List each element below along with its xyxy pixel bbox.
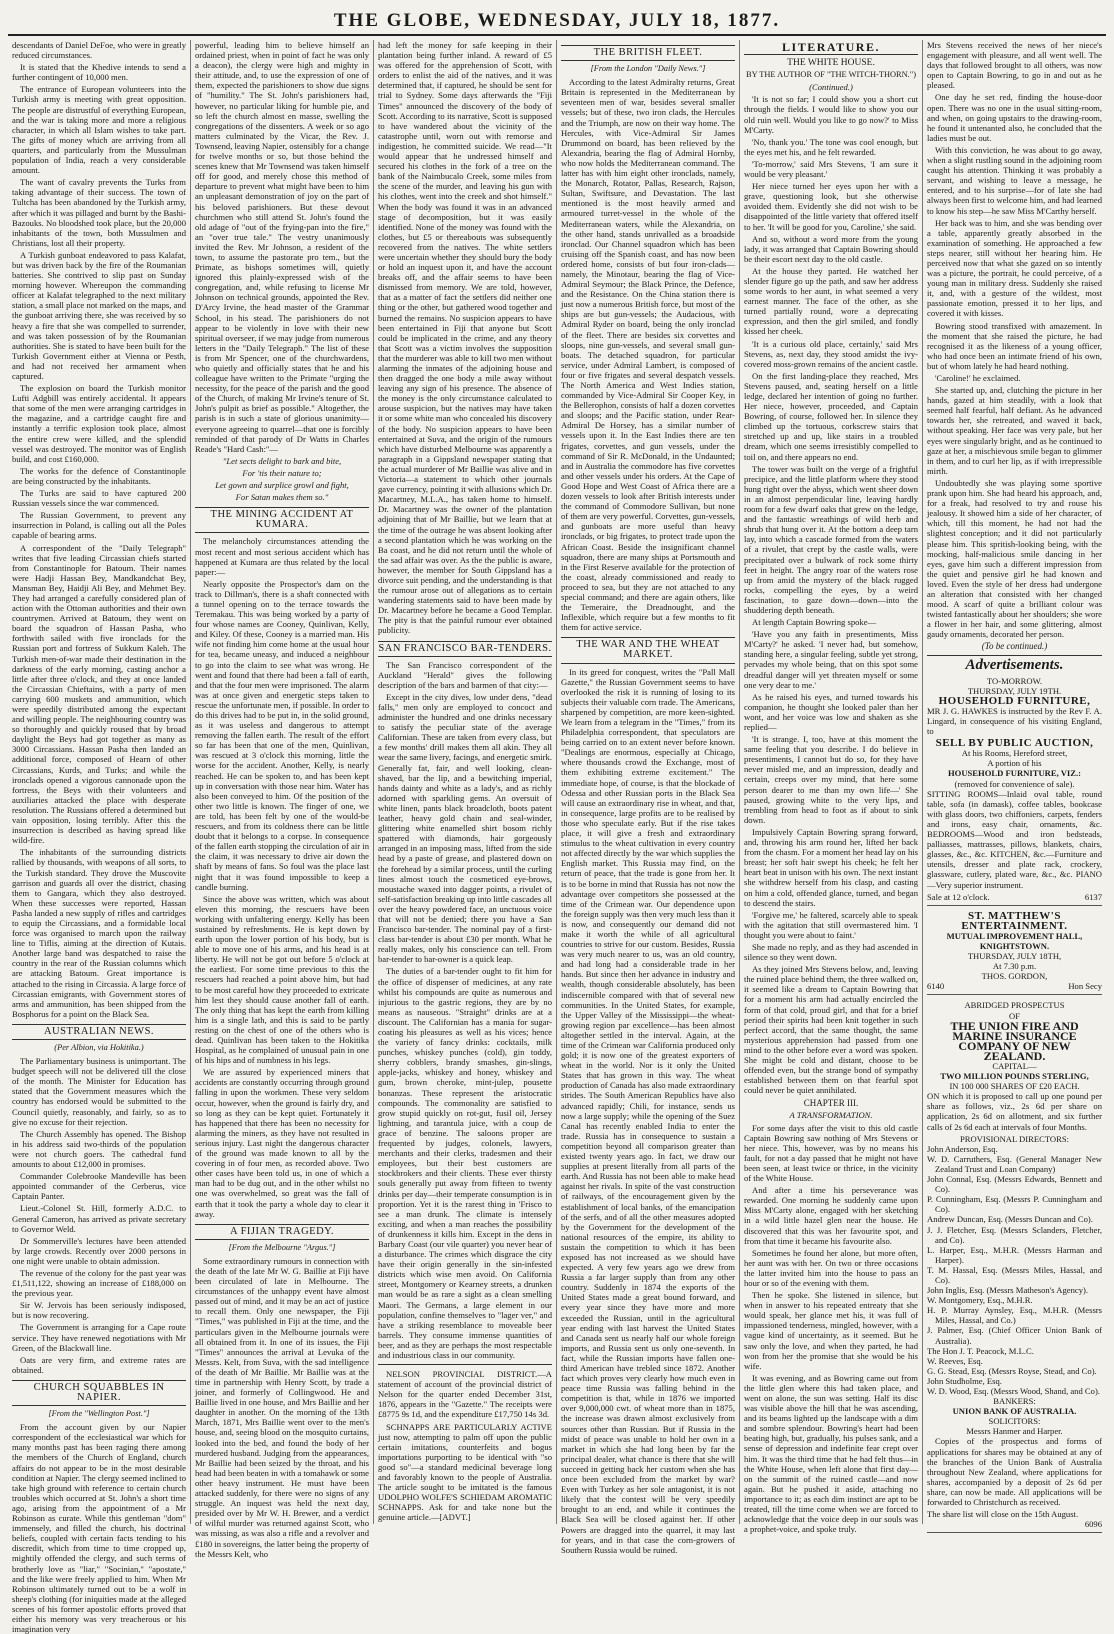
story-paragraph: With this conviction, he was about to go away, when a slight rustling sound in the adjoining room caught his attention. Thinking it was probably a servant, and wishing to leave a message, he entered, and to his surprise—for of late she had always been first to welcome him, and had learned to know his step—he saw Miss M'Carthy herself. xyxy=(927,144,1102,216)
story-title: THE WHITE HOUSE. xyxy=(787,58,875,69)
continued-note: (Continued.) xyxy=(809,82,853,93)
article-paragraph: The Turks are said to have captured 200 Russian vessels since the war commenced. xyxy=(12,488,186,509)
headline-british-fleet: THE BRITISH FLEET. xyxy=(561,45,735,61)
source-line: [From the London "Daily News."] xyxy=(590,64,706,74)
advert-line: TO-MORROW. xyxy=(986,675,1043,686)
director-entry: W. D. Wood, Esq. (Messrs Wood, Shand, and Co). xyxy=(927,1386,1100,1396)
article-paragraph: The melancholy circumstances attending the most recent and most serious accident which has happened at Kumara are thus related by the local paper:— xyxy=(195,536,369,577)
verse-line: For 'tis their nature to; xyxy=(242,467,322,478)
article-paragraph: The explosion on board the Turkish monitor Lufti Adgbill was entirely accidental. It appears that some of the men were arranging cartridges in the magazine, and a cartridge caught fire and instantly a terrific explosion took place, almost the entire crew were killed, and the splendid vessel was destroyed. The monitor was of English build, and cost £160,000. xyxy=(12,383,186,464)
article-paragraph: Since the above was written, which was about eleven this morning, the rescuers have been working with unfaltering energy. Kelly has been sustained by refreshments. He is kept down by earth upon the lower portion of his body, but is able to move one of his arms, and his head is at liberty. He will not be got out before 5 o'clock at the earliest. For some time previous to this the rescuers had reached a point above him, but had to be most careful how they proceeded to extricate him lest they should cause another fall of earth. The only thing that has kept the earth from killing him is a single lath, and this is said to be partly resting on the chest of one of the others who is dead. Quinlivan has been taken to the Hokitika Hospital, as he complained of unusual pain in one of his hips and of numbness in his legs. xyxy=(195,893,369,1066)
chapter-subtitle: A TRANSFORMATION. xyxy=(789,1110,873,1121)
article-paragraph: The Government is arranging for a Cape route service. They have renewed negotiations with Mr Green, of the Blackwall line. xyxy=(12,1322,186,1353)
story-paragraph: Sometimes he found her alone, but more often, her aunt was with her. On two or three occasions the latter invited him into the house to pass an hour or so of the evening with them. xyxy=(744,1247,918,1288)
advert-line: Hon Secy xyxy=(1068,981,1102,992)
advert-line: The share list will close on the 15th August. xyxy=(927,1509,1079,1520)
article-paragraph: The San Francisco correspondent of the Auckland "Herald" gives the following description of the bars and barmen of that city:— xyxy=(378,659,552,690)
news-brief: SCHNAPPS ARE PARTICULARLY ACTIVE just now, attempting to palm off upon the public certain imitations, counterfeits and bogus importations purporting to be identical with "so good so"—a standard medicinal beverage long and favorably known to the people of Australia. The article sought to be imitated is the famous UDOLPHO WOLFE'S SCHIEDAM AROMATIC SCHNAPPS. Ask for and take none but the genuine article.—[ADVT.] xyxy=(378,1421,552,1523)
column-1 xyxy=(8,40,191,1634)
advert-title: SELL BY PUBLIC AUCTION, xyxy=(935,737,1094,750)
directors-list xyxy=(927,1144,1102,1396)
story-paragraph: At the house they parted. He watched her slender figure go up the path, and saw her address some words to her aunt, in what seemed a very earnest manner. The face of the other, as she turned partially round, wore a deprecating expression, and then the girl smiled, and fondly kissed her cheek. xyxy=(744,265,918,337)
source-line: (Per Albion, via Hokitika.) xyxy=(54,1043,144,1052)
story-paragraph: 'It is not so far; I could show you a short cut through the fields. I would like to show you our old ruin well. Would you like to go now?' to Miss M'Carty. xyxy=(744,94,918,135)
article-paragraph: Sir W. Jervois has been seriously indisposed, but is now recovering. xyxy=(12,1300,186,1321)
director-entry: John Anderson, Esq. xyxy=(927,1143,998,1154)
column-4 xyxy=(557,40,740,1555)
story-paragraph: Impulsively Captain Bowring sprang forward, and, throwing his arm round her, lifted her back from the chasm. For a moment her head lay on his breast; her soft hair swept his cheek; he felt her heart beat in unison with his own. The next instant she withdrew herself from his clasp, and casting on him a cold, offended glance, turned, and began to descend the stairs. xyxy=(744,826,918,908)
article-paragraph: Dr Sommerville's lectures have been attended by large crowds. Recently over 2000 persons in one night were unable to obtain admission. xyxy=(12,1235,186,1266)
story-paragraph: 'It is strange. I, too, have at this moment the same feeling that you describe. I do believe in presentiments, I cannot but do so, for they have never misled me, and an impression, deadly and certain, creeps over my mind, that here some person dearer to me than my own life—' She paused, growing white to the very lips, and trembling from head to foot as if about to sink down. xyxy=(744,734,918,825)
story-paragraph: As he raised his eyes, and turned towards his companion, he thought she looked paler than her wont, and her voice was low and shaken as she replied— xyxy=(744,691,918,732)
advert-number: 6096 xyxy=(1084,1519,1102,1530)
story-paragraph: She started up, and, clutching the picture in her hands, gazed at him steadily, with a look that seemed half fearful, half defiant. As he advanced towards her, she retreated, and waved it back, without speaking. Her face was very pale, but her eyes were singularly bright, and as he continued to gaze at her, a mischievous smile began to glimmer in them, and to curl her lip, as if with irrepressible mirth. xyxy=(927,385,1102,476)
article-paragraph: Commander Colebrooke Mandeville has been appointed commander of the Cerberus, vice Captain Panter. xyxy=(12,1171,186,1202)
headline-church-squabbles: CHURCH SQUABBLES IN NAPIER. xyxy=(12,1380,186,1406)
advert-line: PROVISIONAL DIRECTORS: xyxy=(959,1133,1070,1144)
article-paragraph: had left the money for safe keeping in their plantation being further inland. A reward of £5 was offered for the apprehension of Scott, with orders to enlist the aid of the natives, and it was determined that, if captured, he should be sent for trial to Sydney. Some days afterwards the "Fiji Times" announced the discovery of the body of Scott. According to its narrative, Scott is supposed to have wandered about the vicinity of the catastrophe until, worn out with remorse and indigestion, he committed suicide. We read—"It would appear that he undressed himself and secured his clothes in the fork of a tree on the bank of the Naimbucalo Creek, some miles from the scene of the murder, and leaving his gun with his clothes, went into the creek and shot himself." When the body was found it was in an advanced stage of decomposition, but it was easily identified. None of the money was found with the clothes, but £5 or thereabouts was subsequently recovered from the natives. The white settlers were uncertain whether they should bury the body or hold an inquest upon it, and have the account breaks off, and the affair seems to have been dismissed from memory. We are told, however, that as a matter of fact the settlers did neither one thing or the other, but gathered wood together and burned the remains. No suspicion appears to have been entertained in Fiji that anyone but Scott could be implicated in the crime, and any theory that Scott was a victim involves the supposition that the murderer was able to kill two men without alarming the inmates of the adjoining house and then dragged the one body a mile away without leaving any sign of his presence. The absence of the money is the only circumstance calculated to arouse suspicion, but the natives may have taken it or some white man who concealed his discovery of the body. No suspicion appears to have been entertained at Suva, and the origin of the rumours which have disturbed Melbourne was apparently a paragraph in a Gippsland newspaper stating that the actual murderer of Mr Baillie was alive and in Victoria—a statement to which other journals gave currency, pointing it with allusions which Dr. Macartney, M.L.A., has taken home to himself. Dr. Macartney was the owner of the plantation adjoining that of Mr Baillie, but we learn that at the time of the outrage he was absent looking after a second plantation which he was working on the Ba coast, and he did not return until the whole of the sad affair was over. As the the public is aware, however, the member for South Gippsland has a divorce suit pending, and the understanding is that the rumour arose out of allegations as to certain wandering statements said to have been made by Dr. Macartney before he became a Good Templar. The pity is that the painful rumour ever obtained publicity. xyxy=(378,40,552,636)
article-paragraph: The want of cavalry prevents the Turks from taking advantage of their success. The town of Tultcha has been abandoned by the Turkish army, after which it was pillaged and burnt by the Bashi-Bazouks. No bloodshed took place, but the 20,000 inhabitants of the town, both Mussulmen and Christians, lost all their property. xyxy=(12,177,186,248)
director-entry: John Inglis, Esq. (Messrs Matheson's Agency). xyxy=(927,1285,1088,1296)
advert-body: Copies of the prospectus and forms of applications for shares may be obtained at any of the branches of the Union Bank of Australia throughout New Zealand, where applications for shares, accompanied by a deposit of 2s 6d per share, can now be made. All applications will be forwarded to Christchurch as received. xyxy=(927,1436,1102,1508)
column-2 xyxy=(191,40,374,1559)
headline-australian-news: AUSTRALIAN NEWS. xyxy=(12,1024,186,1040)
advert-line: SOLICITORS: xyxy=(988,1416,1041,1427)
story-paragraph: As they joined Mrs Stevens below, and, leaving the ruined place behind them, the three walked on, it seemed like a dream to Captain Bowring that for a moment his arm had actually encircled the form of that cold, proud girl, and that for a brief period their spirits had been knit together in such perfect accord, that the same thought, the same mysterious apprehension had passed from one mind to the other before ever a word was spoken. She might be cold and distant, choose to be offended even, but the strange bond of sympathy established between them on that fearful spot could never be quiet annihilated. xyxy=(744,964,918,1096)
verse-line: Let gown and surplice growl and fight, xyxy=(215,480,349,491)
story-paragraph: 'To-morrow,' said Mrs Stevens, 'I am sure it would be very pleasant.' xyxy=(744,158,918,180)
director-entry: J. J. Fletcher, Esq. (Messrs Sclanders, Fletcher, and Co). xyxy=(927,1224,1102,1245)
story-paragraph: Her back was to him, and she was bending over a table, apparently greatly absorbed in the examination of something. He approached a few steps nearer, still without her hearing him. He perceived now that what she gazed on so intently was a picture, the portrait, he could perceive, of a young man in military dress. Suddenly she raised it, and, with a gesture of the wildest, most passionate emotion, pressed it to her lips, and covered it with kisses. xyxy=(927,217,1102,319)
column-3 xyxy=(374,40,557,1524)
news-brief: NELSON PROVINCIAL DISTRICT.—A statement of account of the provincial district of Nelson for the quarter ended December 31st, 1876, appears in the "Gazette." The receipts were £8775 9s 1d, and the expenditure £17,750 14s 3d. xyxy=(378,1369,552,1420)
chapter-heading: CHAPTER III. xyxy=(803,1098,859,1109)
article-paragraph: The Church Assembly has opened. The Bishop in his address said two-thirds of the population were not church goers. The cathedral fund amounts to about £12,000 in promises. xyxy=(12,1128,186,1170)
advert-line: OF xyxy=(1009,1010,1020,1021)
advert-line: ABRIDGED PROSPECTUS xyxy=(964,1000,1065,1011)
advert-line: CAPITAL— xyxy=(992,1061,1037,1071)
advert-title: ST. MATTHEW'S ENTERTAINMENT. xyxy=(961,909,1068,932)
headline-fijian-tragedy: A FIJIAN TRAGEDY. xyxy=(195,1224,369,1240)
advert-line: HOUSEHOLD FURNITURE, VIZ.: xyxy=(947,768,1082,779)
story-paragraph: 'Forgive me,' he faltered, scarcely able to speak with the agitation that still overmastered him. 'I thought you were about to faint.' xyxy=(744,909,918,940)
article-paragraph: In its greed for conquest, writes the "Pall Mall Gazette," the Russian Government seems to have overlooked the risk it is running of losing to its subjects their valuable corn trade. The Americans, sharpened by competition, are more keen-sighted. We learn from a telegram in the "Times," from its Philadelphia correspondent, that speculators are being carried on to an extent never before known. "Dealings are enormous, especially at Chicago, where thousands crowd the Exchange, most of them exhibiting extreme excitement." The immediate hope, of course, is that the blockade of Odessa and other Russian ports in the Black Sea will cause an extraordinary rise in wheat, and that, in consequence, large profits are to be realised by those who speculate early. But if the rise takes place, it will give a fresh and extraordinary stimulus to the wheat cultivation in every country not affected directly by the war which supplies the English market. This Russia may find, on the return of peace, that the trade is gone from her. It is to be borne in mind that Russia has not now the advantage over competitors she possessed at the time of the Crimean war. Our dependence upon the foreign supply was then very much less than it is now, and consequently our demand did not make it worth the while of all agricultural countries to strive for our custom. Besides, Russia was very much nearer to us, was an old country, and had long had a considerable trade in her hands. But since then her advance in industry and wealth, though considerable absolutely, has been indiscernible compared with that of several new communities. In the United States, for example, the Upper Valley of the Mississippi—the wheat-growing region par excellence—has been almost altogether settled in the interval. Again, at the time of the Crimean war California produced only gold; it is now one of the greatest exporters of wheat in the world. Nor is it only the United States that has grown in this way. The wheat production of Canada has also made extraordinary strides. The South American Republics have also advanced rapidly; Chili, for instance, sends us now a large supply; while the opening of the Suez Canal has recently enabled India to enter the trade. Russia has in consequence to sustain a competition beyond all comparison greater than existed twenty years ago. In fact, we draw our supplies at present literally from all parts of the earth. And Russia has not been able to make head against her rivals. In spite of the vast construction of railways, of the encouragement given by the establishment of local banks, of the emancipation of the serfs, and of all the other measures adopted by the Government for the development of the national resources of the empire, its ability to sustain the competition to which it has been exposed has not increased as we should have expected. A very few years ago we drew from Russia a far larger supply than from any other country. Suddenly in 1874 the exports of the United States made a great bound forward, and every year since they have more and more exceeded the Russian, until in the agricultural year ending with last harvest the United States and Canada sent us nearly half our whole foreign imports, and Russia sent us only one-seventh. In fact, while the Russian imports have fallen one-third American have trebled since 1872. Another fact which proves very clearly how much even in peace time Russia was falling behind in the competition is that, while in 1876 we imported over 9,000,000 cwt. of wheat more than in 1875, the increase was drawn almost exclusively from sources other than Russian. But if Russia in the midst of peace was unable to hold her own in a market in which she had long been by far the principal dealer, what chance is there that she will succeed in getting back her custom when she has once been excluded from the market by war? Even with Turkey as her sole antagonist, it is not likely that the contest will be very speedily brought to an end, and while it continues the Black Sea will be closed against her. If other Powers are dragged into the quarrel, it may last for years, and in that case the corn-growers of Southern Russia would be ruined. xyxy=(561,666,735,1555)
masthead: THE GLOBE, WEDNESDAY, JULY 18, 1877. xyxy=(8,8,1106,36)
column-5 xyxy=(740,40,923,1535)
story-paragraph: She made no reply, and as they had ascended in silence so they went down. xyxy=(744,941,918,963)
divider xyxy=(378,1364,552,1365)
article-paragraph: The Parliamentary business is unimportant. The budget speech will not be delivered till the close of the month. The Minister for Education has stated that the Government measures which the country has endorsed would be submitted to the Council quietly, reasonably, and fairly, so as to give no excuse for their rejection. xyxy=(12,1056,186,1127)
verse-line: For Satan makes them so." xyxy=(235,492,329,503)
director-entry: John Connal, Esq. (Messrs Edwards, Bennett and Co). xyxy=(927,1174,1102,1195)
article-paragraph: descendants of Daniel DeFoe, who were in greatly reduced circumstances. xyxy=(12,40,186,61)
story-paragraph: 'Have you any faith in presentiments, Miss M'Carty?' he asked. 'I never had, but somehow, standing here, a singular feeling, subtle yet strong, pervades my whole being, that on this spot some dreadful danger will yet threaten myself or some one very dear to me.' xyxy=(744,629,918,690)
director-entry: H. P. Murray Aynsley, Esq., M.H.R. (Messrs Miles, Hassal, and Co.) xyxy=(927,1305,1102,1326)
director-entry: T. M. Hassal, Esq. (Messrs Miles, Hassal, and Co). xyxy=(927,1264,1102,1285)
advert-line: THURSDAY, JULY 18TH, xyxy=(967,951,1062,962)
headline-war-wheat-market: THE WAR AND THE WHEAT MARKET. xyxy=(561,637,735,663)
section-literature: LITERATURE. xyxy=(744,42,918,55)
story-paragraph: Bowring stood transfixed with amazement. In the moment that she raised the picture, he had recognised it as the likeness of a young officer, who had once been an intimate friend of his own, but of whom lately he had heard nothing. xyxy=(927,320,1102,371)
article-paragraph: Some extraordinary rumours in connection with the death of the late Mr W. G. Baillie at Fiji have been circulated of late in Melbourne. The circumstances of the unhappy event have almost passed out of mind, and it may be an act of justice to recall them. Only one newspaper, the Fiji "Times," was published in Fiji at the time, and the particulars given in the Melbourne journals were all obtained from it. In one of its issues, the Fiji "Times" announces the arrival at Levuka of the Messrs. Kelt, from Suva, with the sad intelligence of the death of Mr Baillie. Mr Baillie was at the time in partnership with Henry Scott, by trade a joiner, and formerly of Collingwood. He and Baillie lived in one house, and Mrs Baillie and her daughter in another. On the morning of the 13th March, 1871, Mrs Baillie went over to the men's house, and, seeing blood on the mosquito curtains, looked into the bed, and found the body of her murdered husband. Judging from the appearances, Mr Baillie had been seized by the throat, and his head had been beaten in with a tomahawk or some other heavy instrument. He must have been attacked suddenly, for there were no signs of any struggle. An inquest was held the next day, presided over by Mr W. H. Brewer, and a verdict of wilful murder was returned against Scott, who was missing, as was also a rifle and a revolver and £180 in sovereigns, the latter being the property of the Messrs Kelt, who xyxy=(195,1255,369,1559)
article-paragraph: The entrance of European volunteers into the Turkish army is meeting with great opposition. The people are distrustful of everything European, and the war is taking more and more a religious character, in which all Islam wishes to take part. The gifts of money which are arriving from all quarters, and particularly from the Mussulman population of India, reach a very considerable amount. xyxy=(12,84,186,176)
advert-line: IN 100 000 SHARES OF £20 EACH. xyxy=(949,1081,1080,1092)
director-entry: W. Reeves, Esq. xyxy=(927,1355,983,1366)
advert-body: SITTING ROOMS—Inlaid oval table, round table, sofa (in damask), coffee tables, bookcase with glass doors, two chiffoniers, carpets, fenders and irons, easy chair, ornaments, &c. BEDROOMS—Wood and iron bedsteads, palliasses, mattrasses, pillows, blankets, chairs, glasses, &c., &c. KITCHEN, &c.—Furniture and utensils, dresser and plate rack, crockery, glassware, cutlery, plated ware, &c., &c. PIANO—Very superior instrument. xyxy=(927,788,1102,890)
advert-line: Messrs Hanmer and Harper. xyxy=(966,1426,1063,1437)
advert-line: BANKERS: xyxy=(993,1396,1036,1407)
article-paragraph: From the account given by our Napier correspondent of the ecclesiastical war which for many months past has been raging there among the members of the Church of England, church affairs do not appear to be in the most desirable condition at Napier. The clergy seemed inclined to take high ground with reference to certain church troubles which occurred at St. John's a short time ago, arising from the appointment of a Mr Robinson as curate. While this gentleman "dom" immensely, and filled the church, his doctrinal beliefs, coupled with certain facts tending to his discredit, which from time to time cropped up, mightily offended the clergy, and such terms of brotherly love as "liar," "Socinian," "apostate," and the like were freely applied to him. When Mr Robinson ultimately turned out to be a wolf in sheep's clothing (for iniquities made at the alleged scenes of his former apostolic efforts proved that either his memory was very treacherous or his imagination very xyxy=(12,1422,186,1634)
story-paragraph: Mrs Stevens received the news of her niece's engagement with pleasure, and all went well. The days that followed brought to all others, was now open to Captain Bowring, to go in and out as he pleased. xyxy=(927,40,1102,91)
column-6 xyxy=(923,40,1106,1530)
article-paragraph: Nearly opposite the Prospector's dam on the track to Dillman's, there is a shaft connected with a tunnel opening on to the terrace towards the Teremakau. This was being worked by a party of four whose names are Cooney, Quinlivan, Kelly, and Kiley. Of these, Cooney is a married man. His wife not finding him come home at the usual hour for tea, became uneasy, and induced a neighbour to go into the claim to see what was wrong. He went and found that there had been a fall of earth, and that the four men were imprisoned. The alarm was at once given and energetic steps taken to rescue the unfortunate men, if possible. In order to do this drives had to be put in, in the solid ground, as it was useless and dangerous to attempt removing the fallen earth. The result of the effort so far has been that one of the men, Quinlivan, was rescued at 3 o'clock this morning, little the worse for the accident. Another, Kelly, is nearly reached. He can be spoken to, and has been kept up in conversation with those near him. Water has also been conveyed to him. Of the position of the other two little is known. The finger of one, we are told, has been felt by one of the would-be rescuers, and from its coldness there can be little doubt that it belongs to a corpse. In consequence of the fallen earth stopping the circulation of air in the claim, it was necessary to drive air down the shaft by means of fans. So foul was the place last night that it was found impossible to keep a candle burning. xyxy=(195,578,369,892)
story-paragraph: One day he set red, finding the house-door open. There was no one in the usual sitting-room, and when, on going upstairs to the drawing-room, he found it untenanted also, he concluded that the ladies must be out. xyxy=(927,92,1102,143)
advert-title: HOUSEHOLD FURNITURE, xyxy=(938,694,1091,707)
advert-line: UNION BANK OF AUSTRALIA. xyxy=(952,1406,1077,1417)
advert-line: THOS. GORDON, xyxy=(981,971,1048,982)
to-be-continued: (To be continued.) xyxy=(927,641,1102,655)
article-paragraph: A Turkish gunboat endeavored to pass Kalafat, but was driven back by the fire of the Roumanian batteries. She contrived to slip past on Sunday morning however. Whereupon the commanding officer at Kalafat telegraphed to the next military station, a small place not marked on the maps, and the gunboat arriving there, she was received by so heavy a fire that she was compelled to surrender, and was taken possession of by the Roumanian authorities. She is stated to have been built for the Turkish Government either at Vienna or Pesth, and had not received her armament when captured. xyxy=(12,249,186,381)
advert-body: ON which it is proposed to call up one pound per share as follows, viz., 2s 6d per share on application, 2s 6d on allotment, and six further calls of 2s 6d each at intervals of four Months. xyxy=(927,1091,1102,1132)
article-paragraph: The revenue of the colony for the past year was £1,511,122, showing an increase of £188,000 on the previous year. xyxy=(12,1267,186,1299)
article-paragraph: The works for the defence of Constantinople are being constructed by the inhabitants. xyxy=(12,465,186,486)
advert-furniture-auction xyxy=(927,673,1102,906)
story-paragraph: 'No, thank you.' The tone was cool enough, but the eyes met his, and he felt rewarded. xyxy=(744,136,918,157)
article-paragraph: Lieut.-Colonel St. Hill, formerly A.D.C. to General Cameron, has arrived as private secretary to Governor Weld. xyxy=(12,1203,186,1234)
story-paragraph: Her niece turned her eyes upon her with a grave, questioning look, but she otherwise avoided them. Evidently she did not wish to be disappointed of the little variety that offered itself to her. 'It will be good for you, Caroline,' she said. xyxy=(744,181,918,232)
source-line: [From the Melbourne "Argus."] xyxy=(228,1242,336,1252)
story-paragraph: 'It is a curious old place, certainly,' said Mrs Stevens, as, next day, they stood amidst the ivy-covered moss-grown remains of the ancient castle. xyxy=(744,338,918,369)
story-paragraph: At length Captain Bowring spoke— xyxy=(752,617,877,628)
director-entry: John Studholme, Esq. xyxy=(927,1375,1002,1386)
advertisements-heading: Advertisements. xyxy=(965,656,1064,673)
story-paragraph: The tower was built on the verge of a frightful precipice, and the little platform where they stood hung right over the abyss, which went sheer down in an almost perpendicular line, leaving hardly room for a few dwarf oaks that grew on the ledge, and the fantastic wreathings of wild herb and shrub that hung over it. At the bottom a deep tarn lay, into which a cascade formed from the waters of a rivulet, that crept by the castle walls, were precipitated over a bulwark of rock some thirty feet in height. The angry roar of the waters rose up from amid the mystery of the black rugged rocks, compelling the eyes, by a weird fascination, to gaze down—down—into the shuddering depth beneath. xyxy=(744,463,918,615)
director-entry: W. Montgomery, Esq., M.H.R. xyxy=(927,1295,1033,1306)
headline-mining-accident: THE MINING ACCIDENT AT KUMARA. xyxy=(195,507,369,533)
article-paragraph: powerful, leading him to believe himself an ordained priest, when in point of fact he was only a deacon), the clergy were high and mighty in their attitude, and, to use the expression of one of them, expected the parishioners to show due signs of "humility." The St. John's parishioners had, however, no particular liking for humble pie, and so left the church almost en masse, swelling the congregations of the dissenters. A week or so ago matters culminated by the Vicar, the Rev. J. Townsend, leaving Napier, ostensibly for a change for twelve months or so, but those behind the scenes knew that Mr Townsend was taken himself off for good, and merely chose this method of departure to prevent what might have been to him an unpleasant demonstration of joy on the part of his beloved parishioners. But these devout churchmen who still attend St. John's found the old adage of "out of the frying-pan into the fire," an "over true tale." The vestry unanimously invited the Rev. Mr Johnson, a resident of the town, to assume the pastorate pro tem., but the Primate, as bishops sometimes will, quietly ignored this plainly-expressed wish of the congregation, and, while refusing to license Mr Johnson on technical grounds, appointed the Rev. D'Arcy Irvine, the head master of the Grammar School, in his stead. The parishioners do not appear to be violently in love with their new spiritual overseer, if we may judge from numerous letters in the "Daily Telegraph." The list of these is from Mr Spencer, one of the churchwardens, who quietly and officially states that he and his colleague have written to the Primate "urging the necessity, for the peace of the parish and the good of the Church, of making Mr Irvine's tenure of St. John's pulpit as brief as possible." Altogether, the parish is in such a state of glorious unanimity—everyone agreeing to quarrel—that one is forcibly reminded of that parody of Dr Watts in Charles Reade's "Hard Cash:"— xyxy=(195,40,369,454)
article-paragraph: A correspondent of the "Daily Telegraph" writes that five leading Circassian chiefs started from Constantinople for Batoum. Their names were Hadji Hassan Bey, Mandkandchat Bey, Mansman Bey, Haidji Ali Bey, and Mehmet Bey. They had arranged a carefully considered plan of action with the Ottoman authorities and their own countrymen. Arrived at Batoum, they went on board the squadron of Hassan Pasha, who forthwith sailed with five ironclads for the Russian port and fortress of Sukkum Kaleh. The Turkish men-of-war made their destination in the darkness of the early morning, casting anchor a little after three o'clock, and they at once landed the Circassian Chieftains, with a party of men carrying 600 muskets and ammunition, which were speedily distributed among the expectant and willing people. The neighbouring country was so thoroughly and quickly roused that by broad daylight the Beys had got together as many as 3000 Circassians. Hassan Pasha then landed an additional force, composed of Hearn of other Circassians, Kurds, and Turks; and while the ironclads opened a vigorous cannonade upon the fortress, the Beys with their volunteers and auxiliaries attacked the place with desperate resolution. The Russians offered a determined but vain opposition, losing terribly. After this the insurrection is described as having spread like wild-fire. xyxy=(12,542,186,846)
article-paragraph: It is stated that the Khedive intends to send a further contingent of 10,000 men. xyxy=(12,62,186,83)
director-entry: J. Palmer, Esq. (Chief Officer Union Bank of Australia). xyxy=(927,1325,1102,1346)
byline: BY THE AUTHOR OF "THE WITCH-THORN.") xyxy=(746,70,916,80)
headline-san-francisco: SAN FRANCISCO BAR-TENDERS. xyxy=(378,641,552,657)
article-paragraph: We are assured by experienced miners that accidents are constantly occurring through ground falling in upon the workmen. These very seldom occur, however, when the ground is fairly dry, and so long as they can be kept quiet. Fortunately it has happened that there has been no necessity for alarming the miners, as they have not resulted in serious injury. Last night the dangerous character of the ground was made known to all by the covering in of four men, as recorded above. Two other cases have been told us, in one of which a man had to be dug out, and in the other whilst no one was overwhelmed, so great was the fall of earth that it took the party a whole day to clear it away. xyxy=(195,1067,369,1219)
advert-line: MUTUAL IMPROVEMENT HALL, KNIGHTSTOWN. xyxy=(946,930,1083,951)
advert-number: 6137 xyxy=(1084,891,1102,902)
advert-line: THURSDAY, JULY 19TH. xyxy=(967,685,1062,696)
verse-line: "Let sects delight to bark and bite, xyxy=(222,455,342,466)
article-paragraph: The Russian Government, to prevent any insurrection in Poland, is calling out all the Poles capable of bearing arms. xyxy=(12,510,186,541)
story-paragraph: On the first landing-place they reached, Mrs Stevens paused, and, seating herself on a little ledge, declared her intention of going no further. Her niece, however, proceeded, and Captain Bowring, of course, followed her. In silence they climbed up the tortuous, corkscrew stairs that stretched up and up, like stairs in a troubled dream, which one seems irresistibly compelled to toil on, and there appears no end. xyxy=(744,370,918,462)
advert-footer xyxy=(927,981,1102,991)
story-paragraph: For some days after the visit to this old castle Captain Bowring saw nothing of Mrs Stevens or her niece. This, however, was by no means his fault, for not a day passed that he might not have been seen, at least twice or thrice, in the vicinity of the White House. xyxy=(744,1122,918,1184)
director-entry: G. G. Stead, Esq. (Messrs Royse, Stead, and Co). xyxy=(927,1365,1097,1376)
director-entry: W. D. Carruthers, Esq. (General Manager New Zealand Trust and Loan Company) xyxy=(927,1153,1102,1174)
advert-line: TWO MILLION POUNDS STERLING, xyxy=(940,1071,1089,1082)
story-paragraph: And so, without a word more from the young lady, it was arranged that Captain Bowring should be their escort next day to the old castle. xyxy=(744,233,918,264)
article-paragraph: The duties of a bar-tender ought to fit him for the office of dispenser of medicines, at any rate whilst his compounds are quite as numerous and injurious to the gastric regions, they are by no means as nauseous. "Straight" drinks are at a discount. The Californian has a mania for sugar-coating his pleasures as well as his vices; hence the variety of fancy drinks: cocktails, milk punches, whiskey punches (cold), gin toddy, sherry cobblers, brandy smashes, gin-slings, apple-jacks, whiskey and honey, whiskey and gum, brown cheroke, mint-julep, pousette bonanzas. These represent the aristocratic compounds. The commonality are satisfied to grow stupid quickly on rot-gut, fusil oil, Jersey lightning, and tarantula juice, with a coup de grace of benzine. The saloons proper are frequented by judges, colonels, lawyers, merchants and their clerks, tradesmen and their employees, but their best customers are stockbrokers and their clients. These ever thirsty souls generally put away from fifteen to twenty drinks per day—their temperate consumption is in proportion. Yet it is the rarest thing in 'Frisco to see a man drunk. The climate is intensely exciting, and when a man reaches the possibility of drunkenness it kills him. Except in the dens in Barbary Coast (our vile quarter) you never hear of a disturbance. The crimes which disgrace the city have their origin generally in the sin-infested districts which wise men avoid. On California street, Montgomery or Kearney streets, a drunken man would be as rare a sight as a clean smelling Maori. The Germans, a large element in our population, confine themselves to "lager ver," and have a striking resemblance to moveable beer barrels. They consume immense quantities of beer, and as they are perhaps the most respectable and industrious class in our community. xyxy=(378,966,552,1360)
director-entry: L. Harper, Esq., M.H.R. (Messrs Harman and Harper). xyxy=(927,1244,1102,1265)
article-paragraph: Except in the city dives, low under dens, "dead falls," men only are employed to concoct and administer the hundred and one drinks necessary to satisfy the peculiar state of the average Californian. These are taken from every class, but a few months' drill makes them all akin. They all wear the same livery, facings, and energetic smirk. Generally fat, fair, and well looking, clean-shaved, bar the lip, and a bewitching imperial, hands dainty and white as a lady's, and as richly adorned with sparkling gems. An oversuit of white linen, pants black broadcloth, boots patent leather, heavy gold chain and seal-winder, glittering white enamelled shirt bosom richly spattered with diamonds, hair gorgeously arranged in an imposing mass, lifted from the side head by a paste of grease, and plastered down on the forehead by a similar process, until the curling lines almost touch the cosmeticed eye-brows, moustache waxed into dagger points, a rivulet of self-satisfaction breaking up into little cascades all over the heavy powdered face, an unctuous voice that will not be denied; there you have a San Francisco bar-tender. The nominal pay of a first-class bar-tender is about £30 per month. What he really makes, only his conscience can tell. From bar-tender to bar-owner is a quick leap. xyxy=(378,691,552,965)
advert-entertainment xyxy=(927,908,1102,996)
advert-line: (removed for convenience of sale). xyxy=(954,778,1075,789)
advert-body: MR J. G. HAWKES is instructed by the Rev F. A. Lingard, in consequence of his visiting England, to xyxy=(927,705,1102,737)
columns xyxy=(8,40,1106,1634)
advert-title: THE UNION FIRE AND MARINE INSURANCE COMPANY OF NEW ZEALAND. xyxy=(950,1018,1079,1063)
story-paragraph: It was evening, and as Bowring came out from the little glen where this had taken place, and went on alone, the sun was setting. Half its disc was visible above the hill that he was ascending, and its beams lighted up the landscape with a dim and sombre splendour. Bowring's heart had been beating high, but, gradually, his pulses sank, and a sense of depression and indefinite fear crept over him. It was the third time that he had felt thus—in the White House, when left alone that first day—on the summit of the ruined castle—and now again. But he pushed it aside, attaching no importance to it; as each dim instinct are apt to be treated, till the time come when we are forced to acknowledge that the voice deep in our souls was a prophet-voice, and spoke truly. xyxy=(744,1372,918,1535)
director-entry: Andrew Duncan, Esq. (Messrs Duncan and Co). xyxy=(927,1214,1093,1225)
source-line: [From the "Wellington Post."] xyxy=(48,1409,150,1419)
story-paragraph: Undoubtedly she was playing some sportive prank upon him. She had heard his approach, and, for a freak, had resolved to try and rouse his jealousy. It showed him a side of her character, of which, till this moment, he had not had the slightest conception; and it did not particularly please him. This spritish-looking being, with the mocking, half-malicious smile dancing in her eyes, gave him such a different impression from the quiet and pensive girl he had known and loved. Even the style of her dress had undergone an alteration that consisted with her changed mood. A scarf of quite a brilliant colour was twisted fantastically about her shoulders; she wore a flower in her hair, and some glittering, almost gaudy ornaments, decorated her person. xyxy=(927,477,1102,640)
story-paragraph: Then he spoke. She listened in silence, but when in answer to his repeated entreaty that she would speak, her glance met his, it was full of impassioned tenderness, mingled, however, with a vague kind of uncertainty, as it seemed. But he saw only the love, and when they parted, he had won from her the promise that she would be his wife. xyxy=(744,1290,918,1371)
advert-line: At 7.30 p.m. xyxy=(992,961,1037,972)
story-paragraph: And after a time his perseverance was rewarded. One morning he suddenly came upon Miss M'Carty alone, engaged with her sketching in a wild little hazel glen near the house. He discovered that this was her favourite spot, and from that time it became his favourite also. xyxy=(744,1185,918,1246)
director-entry: The Hon J. T. Peacock, M.L.C. xyxy=(927,1345,1034,1356)
article-paragraph: According to the latest Admiralty returns, Great Britain is represented in the Mediterranean by seventeen men of war, besides several smaller vessels; but of these, two iron clads, the Hercules and the Triumph, are now on their way home. The Hercules, with Vice-Admiral Sir James Drummond on board, has been relieved by the Alexandria, bearing the flag of Admiral Hornby, who now holds the Mediterranean command. The latter has with him eight other ironclads, namely, the Monarch, Rotator, Pallas, Research, Rajson, Sultan, Swiftsure, and Devastation. The last mentioned is the most heavily armed and armoured turret-vessel in the whole of the Mediterranean waters, while the Alexandria, on the other hand, stands unrivalled as a broadside ironclad. Our Channel squadron which has been cruising off the Spanish coast, and has now been ordered home, consists of but four iron-clads—namely, the Minotaur, bearing the flag of Vice-Admiral Seymour; the Black Prince, the Defence, and the Resistance. On the China station there is just now a numerous British force, but most of the ships are but gun-vessels; the Audacious, with Admiral Ryder on board, being the only ironclad of the fleet. There are besides six corvettes and sloops, nine gun-vessels, and several small gun-boats. The detached squadron, for particular service, under Admiral Lambert, is composed of four or five frigates and several despatch vessels. The North America and West Indies station, commanded by Vice-Admiral Sir Cooper Key, in the Bellerophon, consists of half a dozen corvettes and sloops; and the Pacific station, under Rear-Admiral De Horsey, has a similar number of vessels upon it. In the East Indies there are ten frigates, corvettes, and gun vessels, under the command of Sir R. McDonald, in the Undaunted; and in Australia the commodore has five corvettes and other vessels under his orders. At the Cape of Good Hope and West Coast of Africa there are a dozen vessels to look after British interests under the command of Commodore Sullivan, but none of them are very powerful. Corvettes, gun-vessels, and gunboats are more useful than heavy ironclads, or big frigates, to protect trade upon the African Coast. Beside the insignificant channel squadron, there are many ships at Portsmouth and in the First Reserve available for the protection of the coast, already commissioned and ready to proceed to sea, but they are not attached to any special command; and there are again others, like the Temeraire, the Dreadnought, and the Inflexible, which require but a few months to fit them for active service. xyxy=(561,77,735,633)
advert-number: 6140 xyxy=(927,981,945,992)
advert-footer xyxy=(927,1509,1102,1519)
advert-line: A portion of his xyxy=(987,758,1042,769)
director-entry: P. Cunningham, Esq. (Messrs P. Cunningham and Co). xyxy=(927,1194,1102,1215)
story-paragraph: 'Caroline!' he exclaimed. xyxy=(935,373,1021,383)
advert-line: At his Rooms, Hereford street, xyxy=(961,748,1068,759)
advert-insurance-prospectus xyxy=(927,997,1102,1533)
advert-line: Sale at 12 o'clock. xyxy=(927,891,990,902)
advert-footer xyxy=(927,892,1102,902)
article-paragraph: The inhabitants of the surrounding districts rallied by thousands, with weapons of all sorts, to the Turkish standard. They drove the Muscovite garrison and guards all over the district, chasing them to Gangara, which they also destroyed. When these successes were reported, Hassan Pasha landed a new supply of rifles and cartridges to equip the Circassians, and a formidable local force was organised to march upon the railway line to Tiflis, aiming at the direction of Kutais. Another large band was despatched to raise the country in the rear of the Russian columns which are attacking Batoum. Great importance is attached to the rising in Circassia. A large force of Circassian emigrants, with Government stores of arms and ammunition, has been shipped from the Bosphorus for a point on the Black Sea. xyxy=(12,847,186,1019)
article-paragraph: Oats are very firm, and extreme rates are obtained. xyxy=(12,1354,186,1375)
